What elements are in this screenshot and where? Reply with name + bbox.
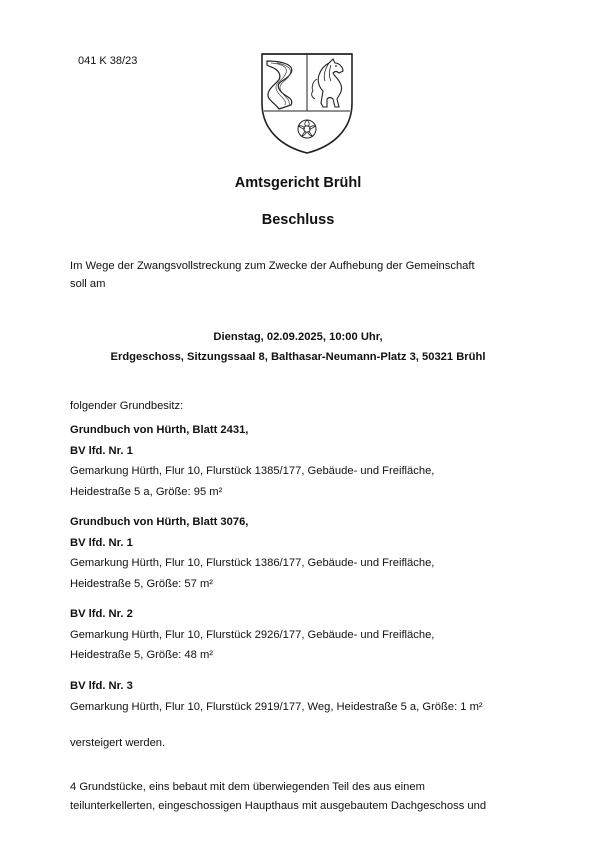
intro-line-1: Im Wege der Zwangsvollstreckung zum Zwecke der Aufhebung der Gemeinschaft [70, 260, 475, 272]
property-details-line-2: Heidestraße 5 a, Größe: 95 m² [70, 485, 223, 498]
entry-number: BV lfd. Nr. 1 [70, 444, 133, 457]
description-line-2: teilunterkellerten, eingeschossigen Haupthaus mit ausgebautem Dachgeschoss und [70, 800, 487, 812]
appointment-block [0, 327, 596, 367]
land-register: Grundbuch von Hürth, Blatt 2431, [70, 424, 249, 436]
document-title: Beschluss [261, 212, 335, 228]
property-entry [70, 604, 530, 666]
file-reference: 041 K 38/23 [78, 55, 138, 67]
intro-line-2: soll am [70, 278, 106, 290]
entry-number: BV lfd. Nr. 1 [70, 536, 133, 549]
property-details-line-2: Heidestraße 5, Größe: 48 m² [70, 649, 214, 661]
land-register: Grundbuch von Hürth, Blatt 3076, [70, 516, 249, 528]
appointment-date: Dienstag, 02.09.2025, 10:00 Uhr, [213, 331, 383, 343]
outro-text: versteigert werden. [70, 737, 166, 749]
intro-paragraph [70, 257, 530, 293]
description-paragraph [70, 778, 530, 816]
property-entry [70, 676, 530, 717]
entry-number: BV lfd. Nr. 3 [70, 680, 133, 692]
property-details-line-1: Gemarkung Hürth, Flur 10, Flurstück 1385/177, Gebäude- und Freifläche, [70, 465, 435, 477]
property-entry [70, 512, 530, 594]
description-line-1: 4 Grundstücke, eins bebaut mit dem überwiegenden Teil des aus einem [70, 781, 425, 793]
property-details-line-1: Gemarkung Hürth, Flur 10, Flurstück 2926/177, Gebäude- und Freifläche, [70, 628, 435, 641]
court-name: Amtsgericht Brühl [234, 175, 362, 191]
property-details-line-2: Heidestraße 5, Größe: 57 m² [70, 577, 214, 590]
nrw-coat-of-arms-icon [259, 51, 355, 155]
property-details-line-1: Gemarkung Hürth, Flur 10, Flurstück 2919/177, Weg, Heidestraße 5 a, Größe: 1 m² [70, 700, 483, 713]
entry-number: BV lfd. Nr. 2 [70, 608, 133, 620]
property-intro: folgender Grundbesitz: [70, 400, 184, 412]
appointment-location: Erdgeschoss, Sitzungssaal 8, Balthasar-Neumann-Platz 3, 50321 Brühl [110, 351, 486, 363]
property-details-line-1: Gemarkung Hürth, Flur 10, Flurstück 1386/177, Gebäude- und Freifläche, [70, 557, 435, 569]
property-entry [70, 420, 530, 502]
